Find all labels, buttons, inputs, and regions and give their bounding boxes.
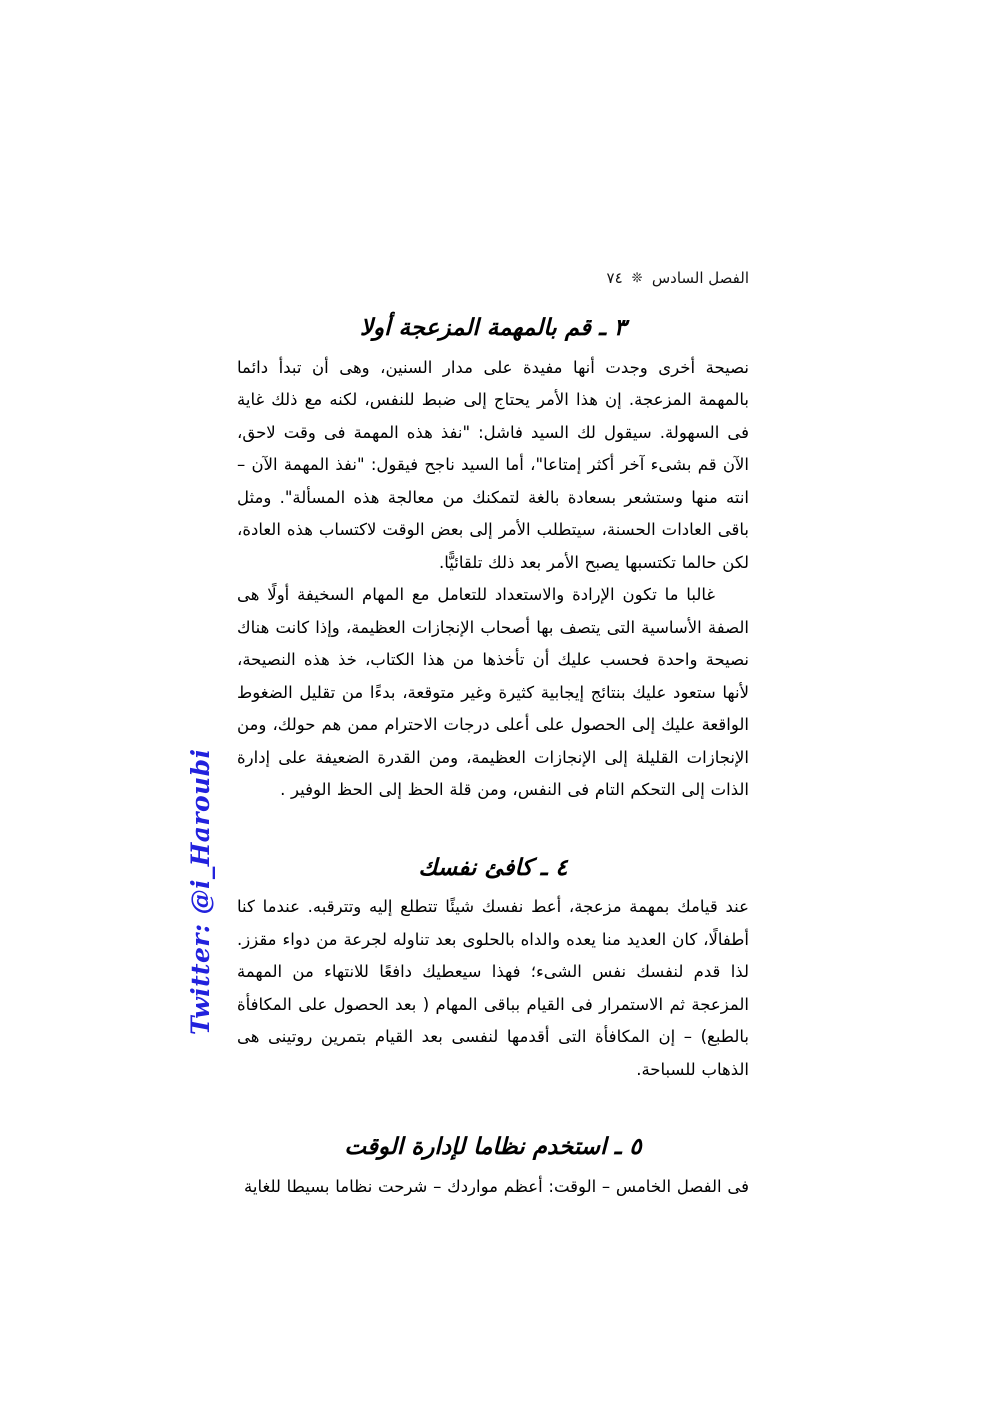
section-5-paragraph-1: فى الفصل الخامس – الوقت: أعظم مواردك – شرحت نظاما بسيطا للغاية — [244, 1176, 749, 1196]
header-chapter-title: الفصل السادس — [651, 269, 749, 287]
section-5 — [237, 1130, 749, 1165]
section-4 — [237, 851, 749, 886]
section-4-heading: ٤ ـ كافئ نفسك — [418, 854, 568, 881]
header-ornament-icon: ❊ — [631, 271, 643, 286]
section-5-heading: ٥ ـ استخدم نظاما لإدارة الوقت — [344, 1134, 642, 1160]
running-header — [239, 268, 749, 289]
header-page-number: ٧٤ — [606, 269, 623, 287]
section-3-paragraph-2: غالبا ما تكون الإرادة والاستعداد للتعامل مع المهام السخيفة أولًا هى الصفة الأساسية التى يتصف بها أصحاب الإنجازات العظيمة، وإذا كانت هناك نصيحة واحدة فحسب عليك أن تأخذها من هذا الكتاب، خذ هذه النصيحة، لأنها ستعود عليك بنتائج إيجابية كثيرة وغير متوقعة، بدءًا من تقليل الضغوط الواقعة عليك إلى الحصول على أعلى درجات الاحترام ممن هم حولك، ومن الإنجازات القليلة إلى الإنجازات العظيمة، ومن القدرة الضعيفة على إدارة الذات إلى التحكم التام فى النفس، ومن قلة الحظ إلى الحظ الوفير . — [237, 585, 749, 799]
twitter-watermark: Twitter: @i_Haroubi — [186, 748, 215, 1035]
page-content — [237, 305, 749, 1203]
section-3-paragraph-1: نصيحة أخرى وجدت أنها مفيدة على مدار السنين، وهى أن تبدأ دائما بالمهمة المزعجة. إن هذا الأمر يحتاج إلى ضبط للنفس، لكنه مع ذلك غاية فى السهولة. سيقول لك السيد فاشل: "نفذ هذه المهمة فى وقت لاحق، الآن قم بشىء آخر أكثر إمتاعا"، أما السيد ناجح فيقول: "نفذ المهمة الآن – انته منها وستشعر بسعادة بالغة لتمكنك من معالجة هذه المسألة". ومثل باقى العادات الحسنة، سيتطلب الأمر إلى بعض الوقت لاكتساب هذه العادة، لكن حالما تكتسبها يصبح الأمر بعد ذلك تلقائيًّا. — [237, 357, 749, 572]
section-4-paragraph-1: عند قيامك بمهمة مزعجة، أعط نفسك شيئًا تتطلع إليه وتترقبه. عندما كنا أطفالًا، كان العديد منا يعده والداه بالحلوى بعد تناوله لجرعة من دواء مقزز. لذا قدم لنفسك نفس الشىء؛ فهذا سيعطيك دافعًا للانتهاء من المهمة المزعجة ثم الاستمرار فى القيام بباقى المهام ( بعد الحصول على المكافأة بالطبع) – إن المكافأة التى أقدمها لنفسى بعد القيام بتمرين روتينى هى الذهاب للسباحة. — [237, 897, 749, 1079]
section-3 — [237, 311, 749, 346]
section-3-heading: ٣ ـ قم بالمهمة المزعجة أولا — [359, 315, 627, 341]
